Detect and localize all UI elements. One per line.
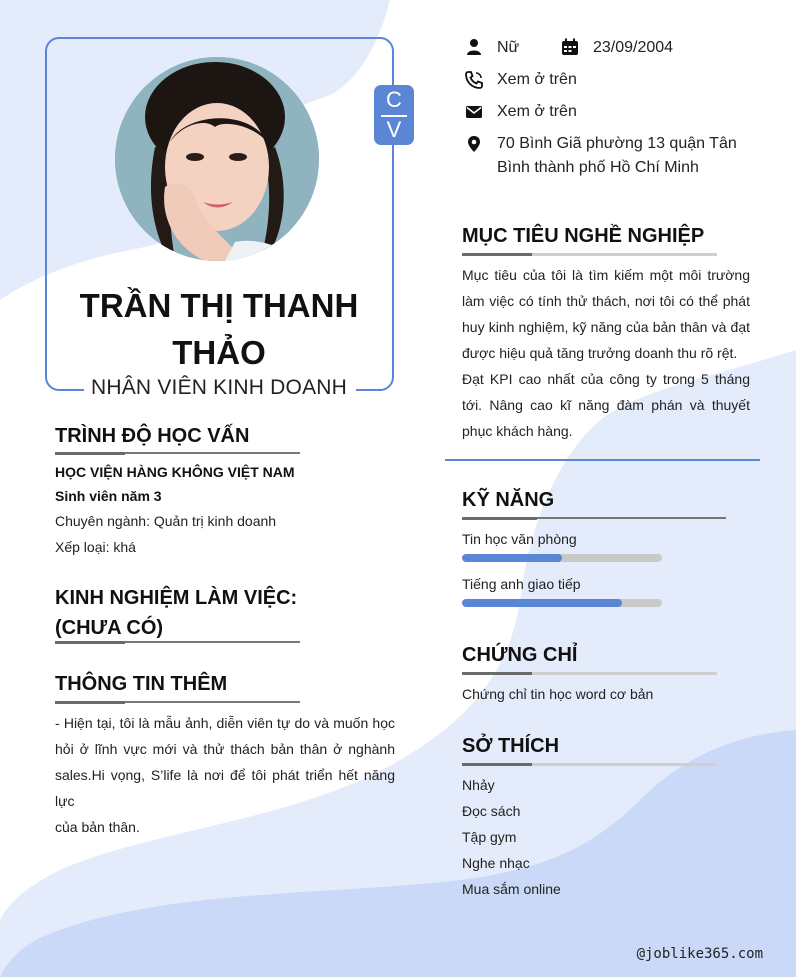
contact-birthday: 23/09/2004: [593, 39, 674, 56]
education-year: Sinh viên năm 3: [55, 488, 162, 504]
objective-line: Đạt KPI cao nhất của công ty trong 5 tháng: [462, 371, 750, 387]
hobby-item: Mua sắm online: [462, 881, 561, 897]
experience-heading: [55, 583, 297, 643]
experience-heading-line1: KINH NGHIỆM LÀM VIỆC:: [55, 587, 298, 609]
calendar-icon: [561, 38, 579, 56]
objective-text: [462, 262, 750, 444]
footer-watermark: @joblike365.com: [636, 946, 763, 962]
contact-address-line1: 70 Bình Giã phường 13 quận Tân: [497, 135, 737, 152]
skill-label: Tin học văn phòng: [462, 531, 577, 547]
hobby-item: Nhảy: [462, 777, 495, 793]
objective-line: phục khách hàng.: [462, 423, 573, 439]
certificates-heading: CHỨNG CHỈ: [462, 644, 578, 666]
hobby-item: Nghe nhạc: [462, 855, 530, 871]
candidate-name: [60, 282, 378, 376]
education-school: HỌC VIỆN HÀNG KHÔNG VIỆT NAM: [55, 464, 295, 480]
objective-heading: MỤC TIÊU NGHỀ NGHIỆP: [462, 225, 705, 247]
objective-line: Mục tiêu của tôi là tìm kiếm một môi trường: [462, 267, 750, 283]
objective-line: được hiệu quả tăng trưởng doanh thu rõ rệt.: [462, 345, 738, 361]
hobbies-heading: SỞ THÍCH: [462, 735, 560, 757]
phone-icon: [465, 71, 483, 89]
education-major: Chuyên ngành: Quản trị kinh doanh: [55, 513, 277, 529]
skill-bar-fill: [462, 599, 622, 607]
skill-bar: [462, 599, 662, 607]
experience-underline: [55, 641, 300, 643]
candidate-name-line2: THẢO: [172, 334, 266, 371]
education-underline: [55, 452, 300, 454]
skills-underline: [462, 517, 726, 519]
profile-photo: [115, 57, 319, 261]
skill-label: Tiếng anh giao tiếp: [462, 576, 581, 592]
extra-info-line: - Hiện tại, tôi là mẫu ảnh, diễn viên tự do và muốn học: [55, 715, 395, 731]
candidate-role: NHÂN VIÊN KINH DOANH: [90, 376, 348, 399]
candidate-name-line1: TRẦN THỊ THANH: [79, 287, 359, 324]
extra-info-line: hỏi ở lĩnh vực mới và thử thách bản thân ở nghành: [55, 741, 395, 757]
skill-bar: [462, 554, 662, 562]
extra-info-heading: THÔNG TIN THÊM: [55, 673, 228, 695]
skill-bar-fill: [462, 554, 562, 562]
extra-info-line: sales.Hi vọng, S’life là nơi để tôi phát triển hết năng lực: [55, 767, 395, 809]
contact-gender: Nữ: [497, 39, 520, 56]
hobby-item: Tập gym: [462, 829, 517, 845]
contact-email: Xem ở trên: [497, 103, 577, 120]
contact-address: [497, 132, 737, 180]
certificate-item: Chứng chỉ tin học word cơ bản: [462, 686, 654, 702]
extra-info-line: của bản thân.: [55, 819, 140, 835]
skills-heading: KỸ NĂNG: [462, 489, 555, 511]
hobbies-underline: [462, 763, 717, 766]
objective-underline: [462, 253, 717, 256]
objective-line: làm việc có tính thử thách, nơi tôi có thể phát: [462, 293, 750, 309]
objective-line: tới. Nâng cao kĩ năng đàm phán và thuyết: [462, 397, 750, 413]
envelope-icon: [465, 103, 483, 121]
certificates-underline: [462, 672, 717, 675]
user-icon: [465, 38, 483, 56]
map-pin-icon: [465, 135, 483, 153]
objective-line: huy kinh nghiệm, kỹ năng của bản thân và đạt: [462, 319, 750, 335]
education-grade: Xếp loại: khá: [55, 539, 136, 555]
contact-address-line2: Bình thành phố Hồ Chí Minh: [497, 159, 699, 176]
education-heading: TRÌNH ĐỘ HỌC VẤN: [55, 425, 250, 447]
extra-info-underline: [55, 701, 300, 703]
experience-heading-line2: (CHƯA CÓ): [55, 617, 164, 639]
hobby-item: Đọc sách: [462, 803, 521, 819]
section-divider: [445, 459, 760, 461]
cv-badge-bottom: V: [386, 117, 402, 142]
cv-badge: [374, 85, 414, 145]
contact-phone: Xem ở trên: [497, 71, 577, 88]
cv-badge-top: C: [386, 87, 402, 112]
extra-info-text: [55, 710, 395, 840]
